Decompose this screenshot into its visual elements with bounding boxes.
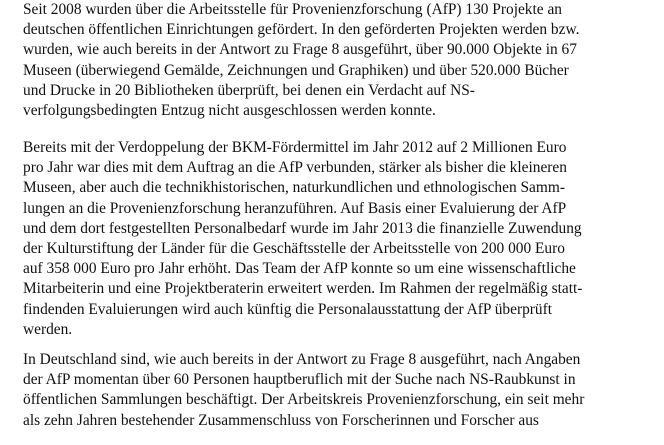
text-line: pro Jahr war dies mit dem Auftrag an die AfP verbunden, stärker als bisher die kleineren <box>23 159 567 177</box>
text-line: deutschen öffentlichen Einrichtungen gefördert. In den geförderten Projekten werden bzw. <box>23 21 580 39</box>
text-line: und dem dort festgestellten Personalbedarf wurde im Jahr 2013 die finanzielle Zuwendung <box>23 219 582 237</box>
text-line: Bereits mit der Verdoppelung der BKM-Fördermittel im Jahr 2012 auf 2 Millionen Euro <box>23 139 567 156</box>
text-line: Seit 2008 wurden über die Arbeitsstelle für Provenienzforschung (AfP) 130 Projekte an <box>23 1 562 18</box>
text-line: lungen an die Provenienzforschung heranzuführen. Auf Basis einer Evaluierung der AfP <box>23 199 567 217</box>
text-line: Museen (überwiegend Gemälde, Zeichnungen und Graphiken) und über 520.000 Bücher <box>23 61 569 79</box>
text-line: als zehn Jahren bestehender Zusammenschluss von Forscherinnen und Forscher aus <box>23 411 539 429</box>
text-line: wurden, wie auch bereits in der Antwort zu Frage 8 ausgeführt, über 90.000 Objekte in 67 <box>23 41 577 59</box>
text-line: öffentlichen Sammlungen beschäftigt. Der Arbeitskreis Provenienzforschung, ein seit mehr <box>23 391 585 409</box>
text-line: auf 358 000 Euro pro Jahr erhöht. Das Team der AfP konnte so um eine wissenschaftliche <box>23 260 576 278</box>
text-line: werden. <box>23 320 73 338</box>
text-line: und Drucke in 20 Bibliotheken überprüft, bei denen ein Verdacht auf NS- <box>23 81 475 99</box>
text-line: findenden Evaluierungen wird auch künftig die Personalausstattung der AfP überprüft <box>23 300 552 318</box>
text-line: der AfP momentan über 60 Personen hauptberuflich mit der Suche nach NS-Raubkunst in <box>23 371 576 389</box>
text-line: In Deutschland sind, wie auch bereits in der Antwort zu Frage 8 ausgeführt, nach Angaben <box>23 351 581 368</box>
paragraph-bkm-funding <box>23 138 582 340</box>
text-line: Mitarbeiterin und eine Projektberaterin erweitert werden. Im Rahmen der regelmäßig statt- <box>23 280 583 298</box>
text-line: Museen, aber auch die technikhistorischen, naturkundlichen und ethnologischen Samm- <box>23 179 565 197</box>
text-line: der Kulturstiftung der Länder für die Geschäftsstelle der Arbeitsstelle von 200 000 Euro <box>23 239 565 257</box>
paragraph-afp-projects <box>23 0 579 121</box>
text-line: verfolgungsbedingten Entzug nicht ausgeschlossen werden konnte. <box>23 101 436 119</box>
paragraph-staffing-germany <box>23 350 584 431</box>
